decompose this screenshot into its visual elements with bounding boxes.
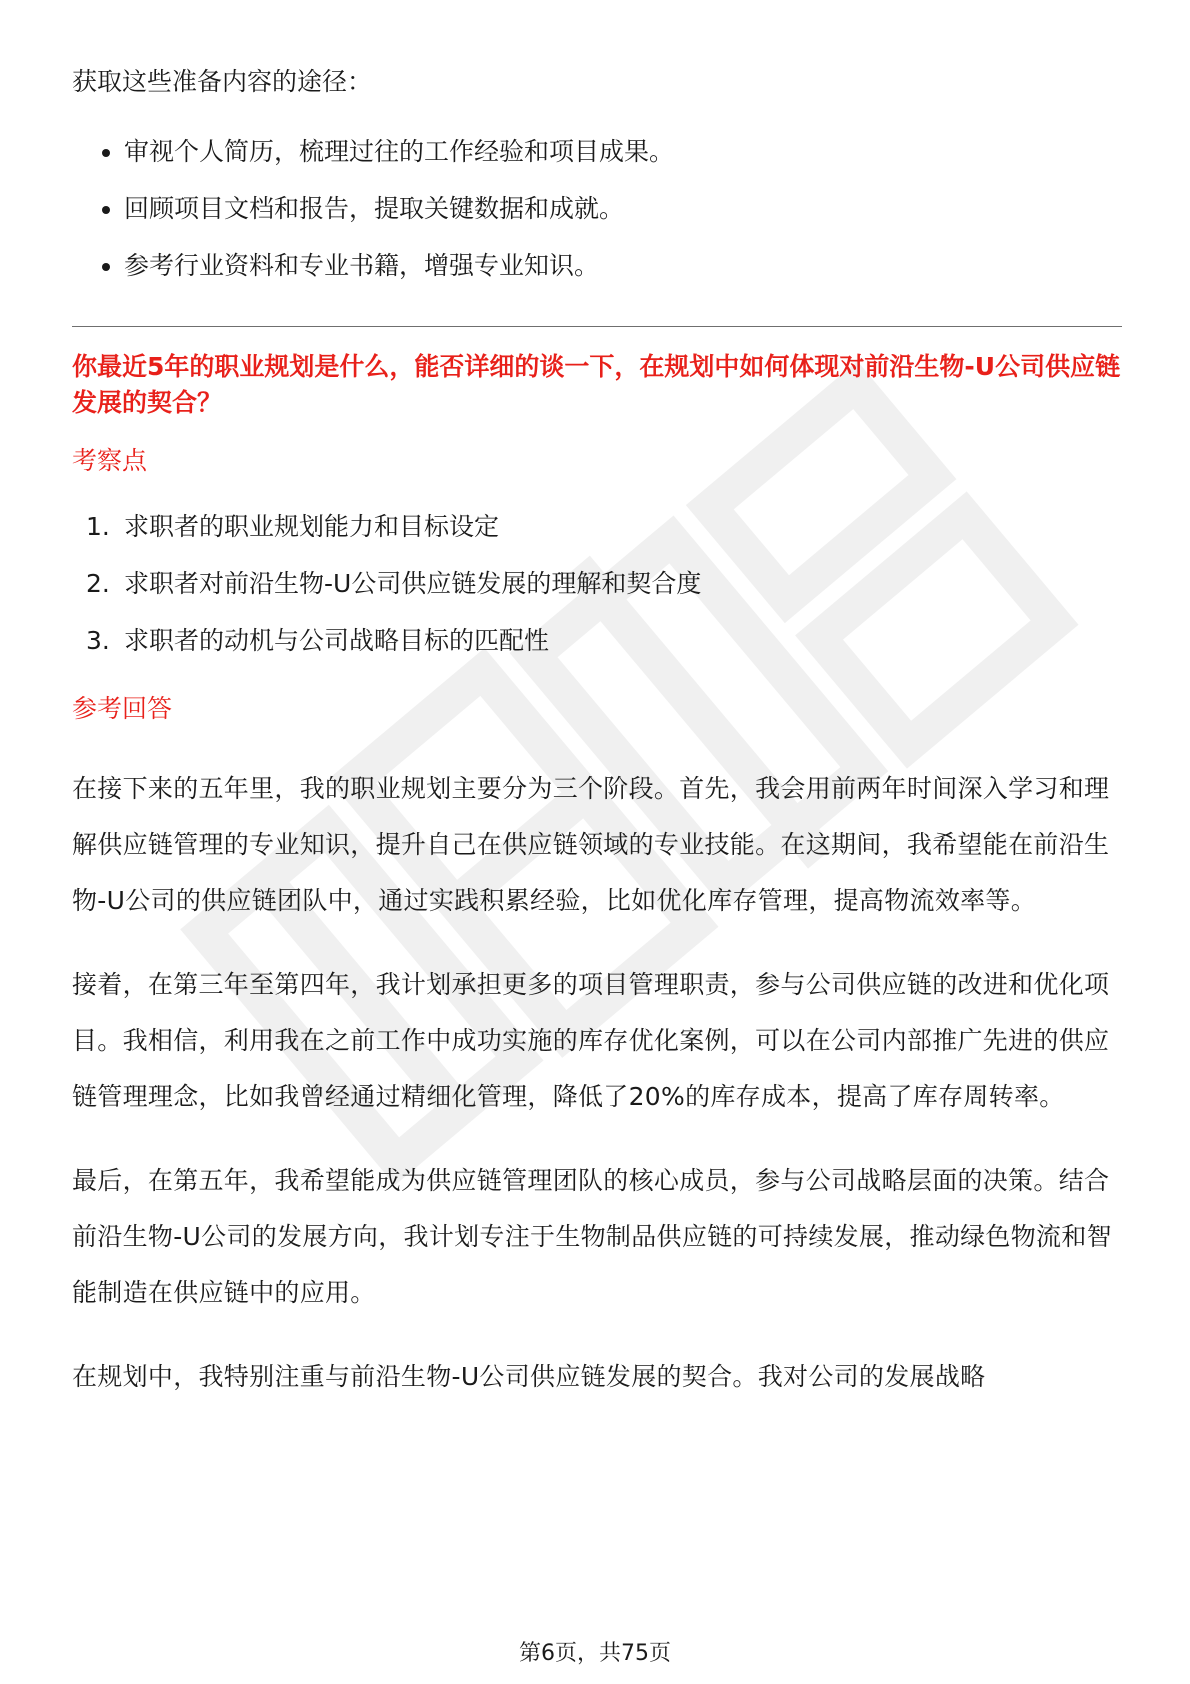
answer-paragraph: 在规划中，我特别注重与前沿生物-U公司供应链发展的契合。我对公司的发展战略 [72,1362,986,1391]
list-item: 回顾项目文档和报告，提取关键数据和成就。 [72,189,1122,229]
intro-text: 获取这些准备内容的途径： [72,67,373,96]
assessment-list [72,507,1122,661]
assessment-label: 考察点 [72,446,148,475]
answer-paragraph: 在接下来的五年里，我的职业规划主要分为三个阶段。首先，我会用前两年时间深入学习和理解供应链管理的专业知识，提升自己在供应链领域的专业技能。在这期间，我希望能在前沿生物-U公司的供应链团队中，通过实践积累经验，比如优化库存管理，提高物流效率等。 [72,774,1110,915]
section-divider [72,326,1122,327]
bullet-icon [102,149,110,157]
list-number: 1. [86,512,110,541]
list-item: 1. 求职者的职业规划能力和目标设定 [72,507,1122,547]
bullet-icon [102,263,110,271]
answer-label: 参考回答 [72,694,173,723]
list-item: 3. 求职者的动机与公司战略目标的匹配性 [72,621,1122,661]
answer-paragraph: 最后，在第五年，我希望能成为供应链管理团队的核心成员，参与公司战略层面的决策。结合前沿生物-U公司的发展方向，我计划专注于生物制品供应链的可持续发展，推动绿色物流和智能制造在供应链中的应用。 [72,1166,1112,1307]
preparation-list [72,132,1122,286]
list-item: 参考行业资料和专业书籍，增强专业知识。 [72,246,1122,286]
list-number: 2. [86,569,110,598]
question-heading: 你最近5年的职业规划是什么，能否详细的谈一下，在规划中如何体现对前沿生物-U公司供应链发展的契合？ [72,352,1121,417]
list-item: 2. 求职者对前沿生物-U公司供应链发展的理解和契合度 [72,564,1122,604]
document-page [72,62,1122,1433]
answer-paragraph: 接着，在第三年至第四年，我计划承担更多的项目管理职责，参与公司供应链的改进和优化项目。我相信，利用我在之前工作中成功实施的库存优化案例，可以在公司内部推广先进的供应链管理理念，比如我曾经通过精细化管理，降低了20%的库存成本，提高了库存周转率。 [72,970,1110,1111]
list-number: 3. [86,626,110,655]
bullet-icon [102,206,110,214]
list-item: 审视个人简历，梳理过往的工作经验和项目成果。 [72,132,1122,172]
page-number: 第6页，共75页 [519,1641,671,1666]
